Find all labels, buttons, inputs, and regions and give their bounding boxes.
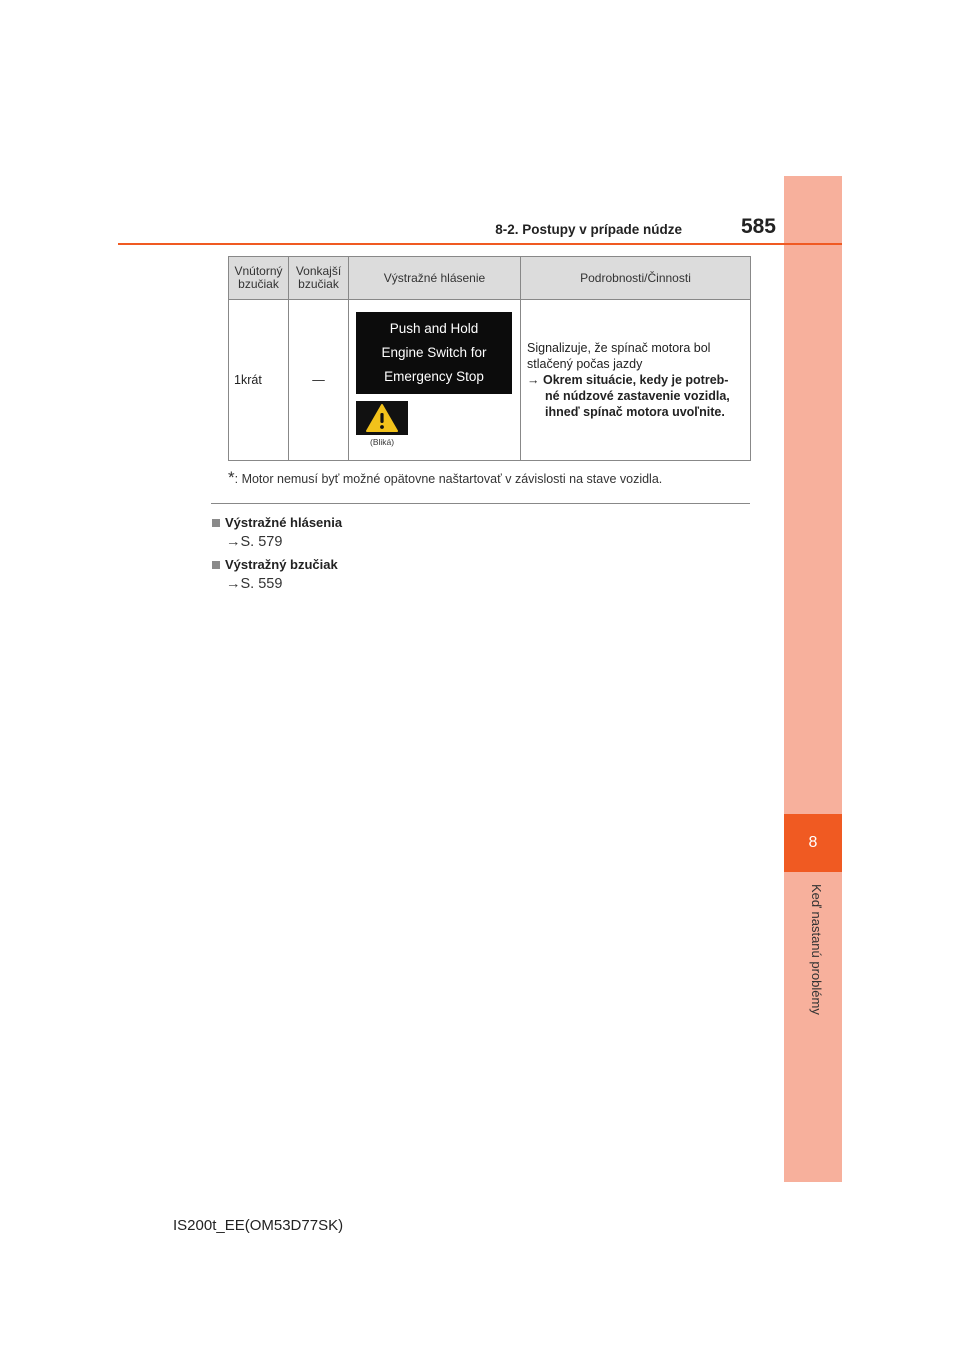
section-title: 8-2. Postupy v prípade núdze (495, 222, 682, 237)
item-title: Výstražné hlásenia (225, 515, 343, 530)
col-header-outer-buzzer: Vonkajší bzučiak (289, 257, 349, 300)
col-header-details: Podrobnosti/Činnosti (521, 257, 751, 300)
table-row (229, 300, 751, 461)
document-code: IS200t_EE(OM53D77SK) (173, 1217, 344, 1234)
message-line: Push and Hold (389, 321, 479, 336)
page-number: 585 (740, 215, 776, 238)
details-cell (521, 300, 751, 461)
col-header-warning-message: Výstražné hlásenie (349, 257, 521, 300)
message-line: Emergency Stop (384, 369, 484, 384)
action-text: → Okrem situácie, kedy je potreb- né núdzové zastavenie vozidla, ihneď spínač motora uvoľnite. (527, 373, 730, 419)
footnote-mark: * (228, 468, 235, 487)
detail-text: Signalizuje, že spínač motora bol stlačený počas jazdy (527, 341, 711, 371)
chapter-number-tab[interactable]: 8 (784, 814, 842, 872)
col-header-inner-buzzer: Vnútorný bzučiak (229, 257, 289, 300)
page-reference-link[interactable]: →S. 559 (226, 576, 283, 592)
warning-message-cell (349, 300, 521, 461)
section-divider (211, 503, 750, 504)
blinking-note: (Bliká) (370, 437, 395, 447)
inner-buzzer-cell: 1krát (229, 300, 289, 461)
bullet-square-icon (212, 519, 220, 527)
outer-buzzer-cell: — (289, 300, 349, 461)
list-item (212, 557, 338, 572)
page-reference-link[interactable]: →S. 579 (226, 534, 283, 550)
bullet-square-icon (212, 561, 220, 569)
message-line: Engine Switch for (381, 345, 487, 360)
footnote-text: : Motor nemusí byť možné opätovne naštartovať v závislosti na stave vozidla. (234, 472, 663, 486)
footnote (228, 468, 750, 488)
warning-triangle-icon (356, 401, 408, 435)
header-rule (118, 243, 842, 245)
table-header-row (229, 257, 751, 300)
warning-message-display (356, 312, 512, 394)
chapter-title: Keď nastanú problémy (809, 884, 824, 1015)
list-item (212, 515, 342, 530)
item-title: Výstražný bzučiak (225, 557, 338, 572)
warning-table (228, 256, 751, 461)
